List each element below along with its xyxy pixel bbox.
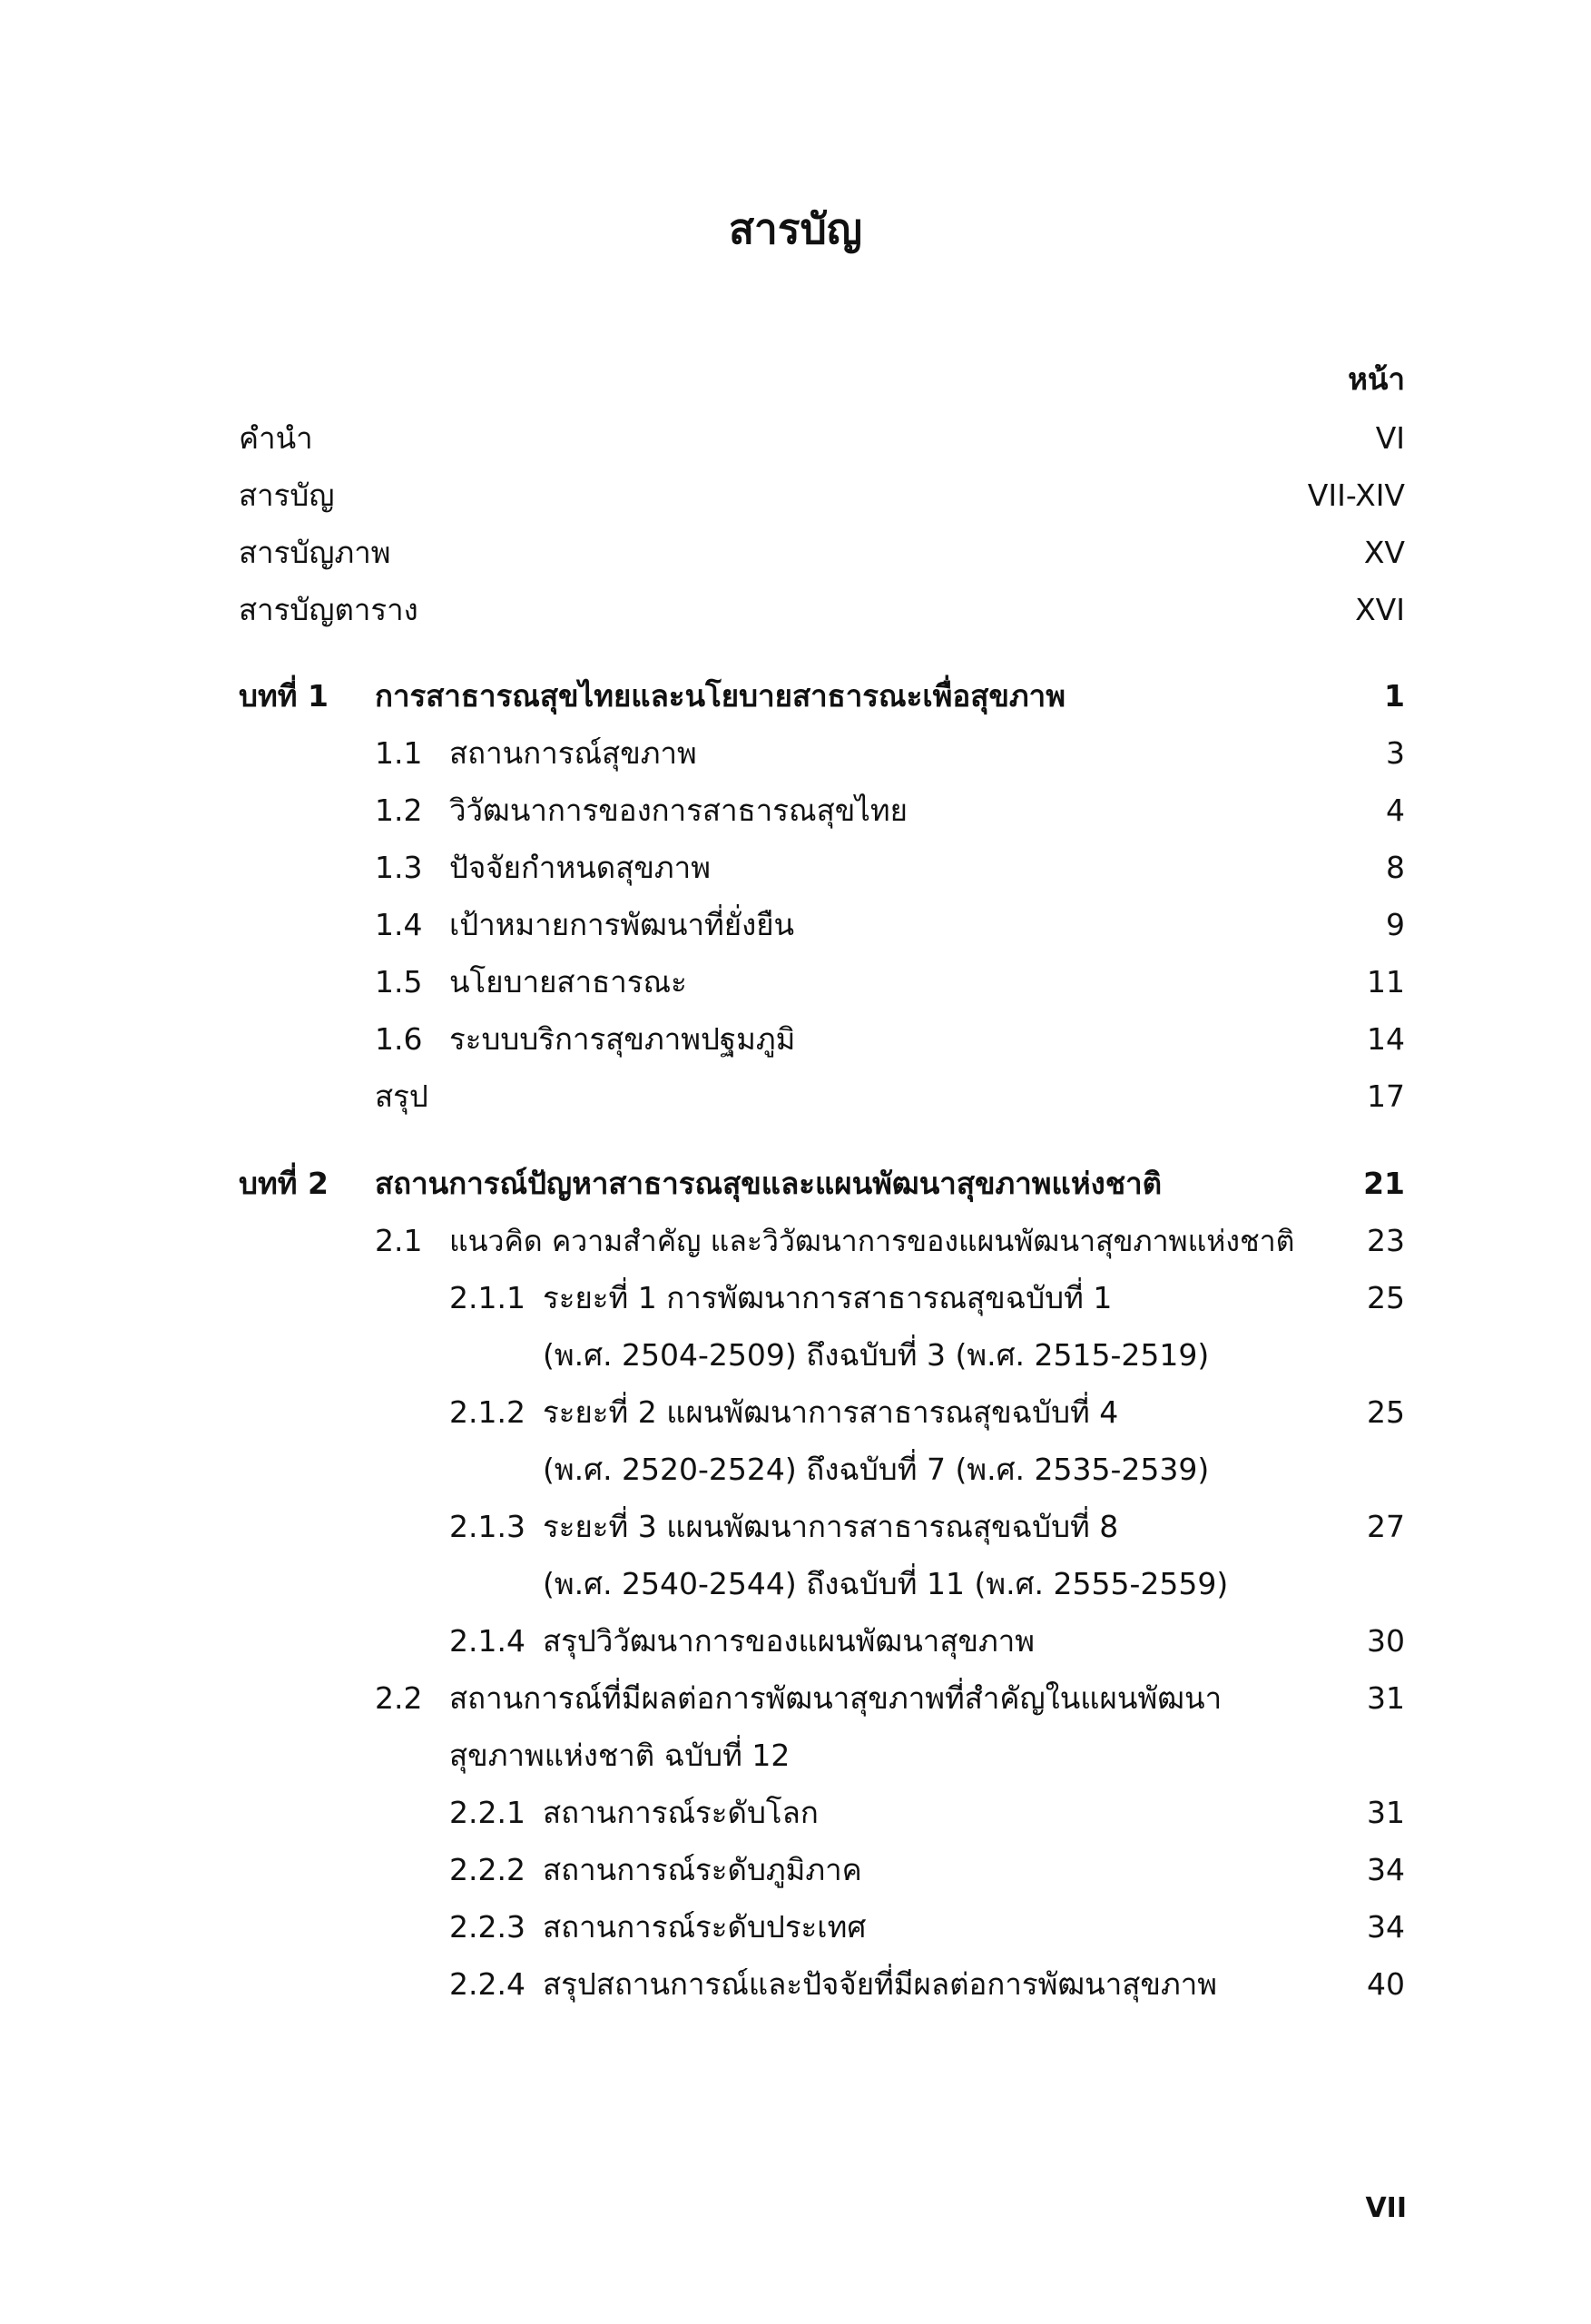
entry-page: 40 xyxy=(1367,1966,1405,2002)
entry-page: VI xyxy=(1375,420,1405,456)
entry-page: XVI xyxy=(1355,592,1405,627)
entry-label: สารบัญภาพ xyxy=(239,535,391,570)
subsection-number: 2.2.4 xyxy=(449,1966,525,2002)
entry-page: 25 xyxy=(1367,1280,1405,1315)
entry-page: 11 xyxy=(1367,964,1405,1000)
section-number: 2.1 xyxy=(375,1223,423,1258)
entry-page: 27 xyxy=(1367,1509,1405,1544)
entry-page: 8 xyxy=(1386,850,1405,885)
toc-section-continued xyxy=(0,1727,1591,1785)
subsection-title: ระยะที่ 3 แผนพัฒนาการสาธารณสุขฉบับที่ 8 xyxy=(543,1509,1119,1544)
subsection-title: สรุปสถานการณ์และปัจจัยที่มีผลต่อการพัฒนาสุขภาพ xyxy=(543,1966,1217,2002)
section-title: เป้าหมายการพัฒนาที่ยั่งยืน xyxy=(449,907,795,942)
subsection-number: 2.2.1 xyxy=(449,1795,525,1830)
toc-entry-preface[interactable] xyxy=(0,409,1591,468)
toc-subsection[interactable] xyxy=(0,1841,1591,1899)
section-number: 1.6 xyxy=(375,1021,423,1057)
entry-label: คำนำ xyxy=(239,420,313,456)
toc-chapter-1[interactable] xyxy=(0,667,1591,725)
entry-page: 30 xyxy=(1367,1623,1405,1659)
toc-subsection-continued xyxy=(0,1555,1591,1613)
entry-page: XV xyxy=(1363,535,1405,570)
entry-label: สารบัญ xyxy=(239,478,335,513)
entry-page: 25 xyxy=(1367,1394,1405,1430)
subsection-title-continued: (พ.ศ. 2504-2509) ถึงฉบับที่ 3 (พ.ศ. 2515-2519) xyxy=(543,1337,1210,1373)
section-number: 1.1 xyxy=(375,735,423,771)
subsection-title: สถานการณ์ระดับโลก xyxy=(543,1795,819,1830)
chapter-title: สถานการณ์ปัญหาสาธารณสุขและแผนพัฒนาสุขภาพแห่งชาติ xyxy=(375,1166,1163,1201)
section-title: วิวัฒนาการของการสาธารณสุขไทย xyxy=(449,793,908,828)
entry-page: 34 xyxy=(1367,1852,1405,1887)
toc-section[interactable] xyxy=(0,782,1591,840)
toc-summary[interactable] xyxy=(0,1068,1591,1126)
toc-section[interactable] xyxy=(0,724,1591,783)
section-number: 1.2 xyxy=(375,793,423,828)
toc-section[interactable] xyxy=(0,1010,1591,1068)
entry-page: 34 xyxy=(1367,1909,1405,1945)
section-title: สถานการณ์สุขภาพ xyxy=(449,735,697,771)
entry-page: 17 xyxy=(1367,1078,1405,1114)
toc-subsection-continued xyxy=(0,1441,1591,1499)
toc-section[interactable] xyxy=(0,1212,1591,1270)
subsection-number: 2.2.2 xyxy=(449,1852,525,1887)
entry-page: VII-XIV xyxy=(1307,478,1405,513)
entry-label: สารบัญตาราง xyxy=(239,592,418,627)
entry-page: 1 xyxy=(1384,678,1405,714)
subsection-title: สถานการณ์ระดับภูมิภาค xyxy=(543,1852,862,1887)
entry-page: 31 xyxy=(1367,1795,1405,1830)
entry-page: 4 xyxy=(1386,793,1405,828)
page-column-header: หน้า xyxy=(1348,361,1405,397)
subsection-number: 2.2.3 xyxy=(449,1909,525,1945)
section-number: 1.5 xyxy=(375,964,423,1000)
toc-subsection[interactable] xyxy=(0,1955,1591,2014)
entry-page: 21 xyxy=(1363,1166,1405,1201)
toc-entry-tables[interactable] xyxy=(0,581,1591,639)
toc-section[interactable] xyxy=(0,1669,1591,1728)
subsection-number: 2.1.2 xyxy=(449,1394,525,1430)
subsection-title: ระยะที่ 2 แผนพัฒนาการสาธารณสุขฉบับที่ 4 xyxy=(543,1394,1119,1430)
section-title-continued: สุขภาพแห่งชาติ ฉบับที่ 12 xyxy=(449,1738,791,1773)
section-title: นโยบายสาธารณะ xyxy=(449,964,687,1000)
chapter-label: บทที่ 2 xyxy=(239,1166,329,1201)
section-title: ระบบบริการสุขภาพปฐมภูมิ xyxy=(449,1021,796,1057)
toc-entry-contents[interactable] xyxy=(0,467,1591,525)
chapter-title: การสาธารณสุขไทยและนโยบายสาธารณะเพื่อสุขภาพ xyxy=(375,678,1066,714)
toc-entry-figures[interactable] xyxy=(0,524,1591,582)
toc-section[interactable] xyxy=(0,839,1591,897)
toc-subsection[interactable] xyxy=(0,1898,1591,1956)
entry-page: 31 xyxy=(1367,1680,1405,1716)
section-number: 1.3 xyxy=(375,850,423,885)
subsection-number: 2.1.4 xyxy=(449,1623,525,1659)
toc-subsection[interactable] xyxy=(0,1784,1591,1842)
toc-subsection[interactable] xyxy=(0,1498,1591,1556)
subsection-title: สถานการณ์ระดับประเทศ xyxy=(543,1909,867,1945)
subsection-number: 2.1.3 xyxy=(449,1509,525,1544)
entry-page: 23 xyxy=(1367,1223,1405,1258)
toc-subsection[interactable] xyxy=(0,1269,1591,1327)
page-title: สารบัญ xyxy=(728,204,862,253)
toc-subsection[interactable] xyxy=(0,1384,1591,1442)
page-number: VII xyxy=(1365,2192,1407,2224)
toc-subsection[interactable] xyxy=(0,1612,1591,1670)
subsection-title: ระยะที่ 1 การพัฒนาการสาธารณสุขฉบับที่ 1 xyxy=(543,1280,1113,1315)
section-title: สถานการณ์ที่มีผลต่อการพัฒนาสุขภาพที่สำคัญในแผนพัฒนา xyxy=(449,1680,1223,1716)
entry-page: 9 xyxy=(1386,907,1405,942)
toc-section[interactable] xyxy=(0,896,1591,954)
subsection-title-continued: (พ.ศ. 2520-2524) ถึงฉบับที่ 7 (พ.ศ. 2535-2539) xyxy=(543,1452,1210,1487)
section-title: แนวคิด ความสำคัญ และวิวัฒนาการของแผนพัฒนาสุขภาพแห่งชาติ xyxy=(449,1224,1295,1258)
subsection-title-continued: (พ.ศ. 2540-2544) ถึงฉบับที่ 11 (พ.ศ. 2555-2559) xyxy=(543,1566,1229,1601)
toc-section[interactable] xyxy=(0,953,1591,1011)
subsection-title: สรุปวิวัฒนาการของแผนพัฒนาสุขภาพ xyxy=(543,1623,1036,1659)
section-title: สรุป xyxy=(375,1078,428,1114)
toc-chapter-2[interactable] xyxy=(0,1155,1591,1213)
entry-page: 3 xyxy=(1386,735,1405,771)
subsection-number: 2.1.1 xyxy=(449,1280,525,1315)
section-number: 2.2 xyxy=(375,1680,423,1716)
chapter-label: บทที่ 1 xyxy=(239,678,329,714)
toc-subsection-continued xyxy=(0,1326,1591,1384)
section-title: ปัจจัยกำหนดสุขภาพ xyxy=(449,850,711,885)
entry-page: 14 xyxy=(1367,1021,1405,1057)
section-number: 1.4 xyxy=(375,907,423,942)
